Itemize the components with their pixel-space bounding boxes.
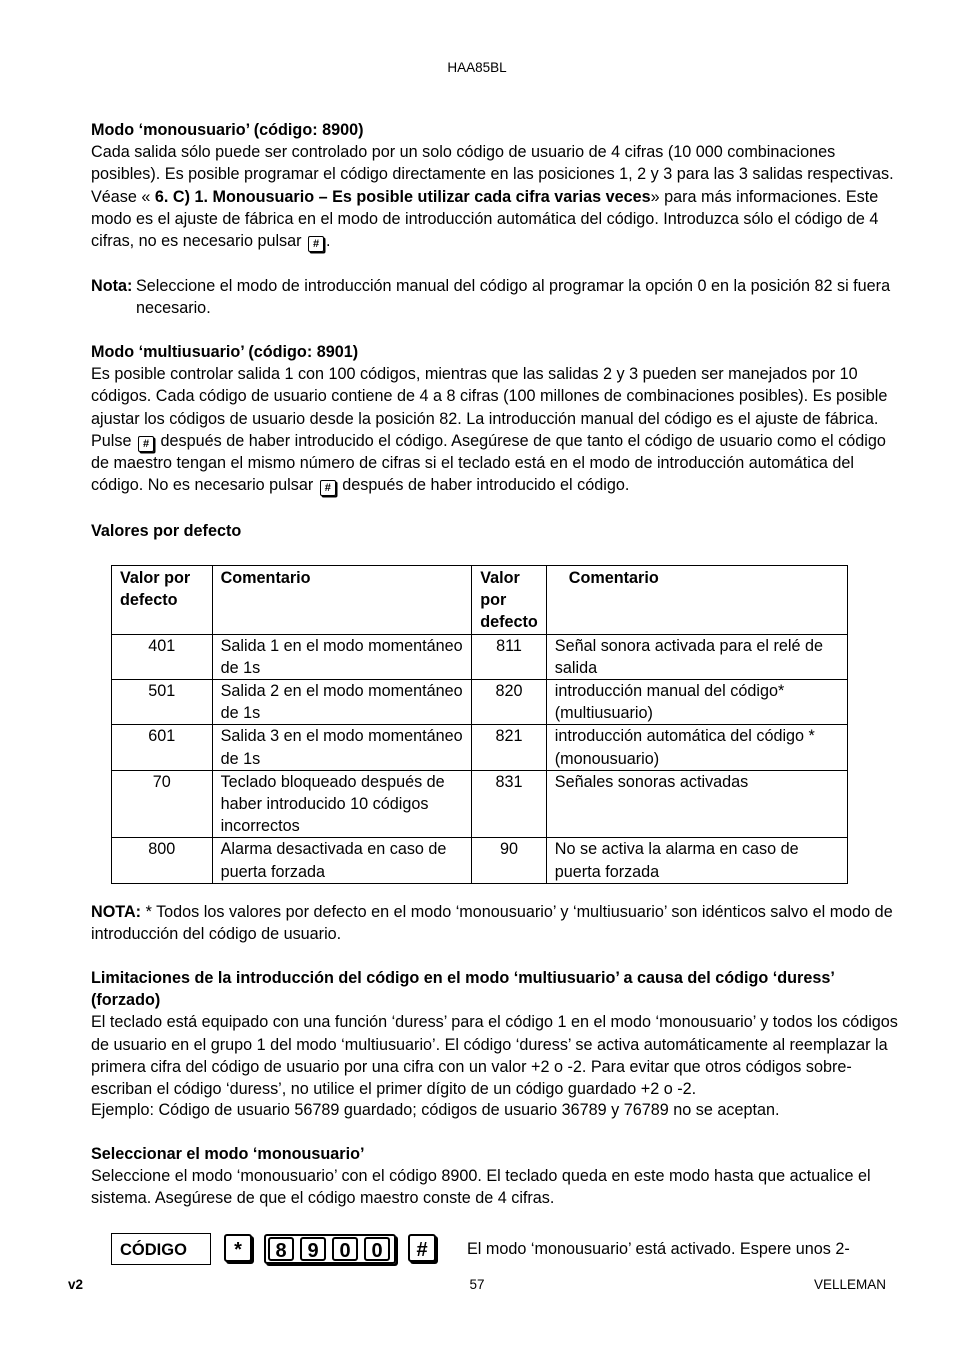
table-header-row: [112, 566, 848, 635]
section-title: Modo ‘multiusuario’ (código: 8901): [91, 343, 359, 361]
star-key-icon: *: [224, 1234, 252, 1262]
hash-key-icon: #: [308, 236, 324, 252]
section-title: Modo ‘monousuario’ (código: 8900): [91, 121, 364, 139]
value-cell: 401: [112, 634, 213, 679]
header-cell: Comentario: [212, 566, 472, 635]
digit-key: 9: [300, 1237, 326, 1261]
table-row: [112, 680, 848, 725]
section-monousuario: [91, 119, 896, 252]
note-text: * Todos los valores por defecto en el modo ‘monousuario’ y ‘multiusuario’ son idénticos salvo el modo de introducción del código de usuario.: [91, 903, 893, 944]
table-row: [112, 838, 848, 883]
hash-key-icon: #: [320, 480, 336, 496]
note-label: Nota:: [91, 277, 133, 295]
value-cell: 70: [112, 770, 213, 838]
hash-key-icon: #: [408, 1234, 436, 1262]
section-title: Seleccionar el modo ‘monousuario’: [91, 1145, 365, 1163]
section-body: Es posible controlar salida 1 con 100 códigos, mientras que las salidas 2 y 3 pueden ser manejados por 10 códigos. Cada código de usuario contiene de 4 a 8 cifras (100 millones de combinaciones posibles). Es posible ajustar los códigos de usuario desde la posición 82. La introducción manual del código es el ajuste de fábrica. Pulse # después de haber introducido el código. Asegúrese de que tanto el código de usuario como el código de maestro tengan el mismo número de cifras si el teclado está en el modo de introducción automática del código. No es necesario pulsar # después de haber introducido el código.: [91, 365, 888, 495]
section-title: Limitaciones de la introducción del código en el modo ‘multiusuario’ a causa del código ‘duress’ (forzado): [91, 969, 834, 1010]
value-cell: 501: [112, 680, 213, 725]
example-text: Ejemplo: Código de usuario 56789 guardado; códigos de usuario 36789 y 76789 no se aceptan.: [91, 1101, 780, 1119]
comment-cell: Salida 2 en el modo momentáneo de 1s: [212, 680, 472, 725]
comment-cell: introducción automática del código * (monousuario): [546, 725, 847, 770]
hash-key-icon: #: [138, 436, 154, 452]
comment-cell: Alarma desactivada en caso de puerta forzada: [212, 838, 472, 883]
value-cell: 90: [472, 838, 547, 883]
table-row: [112, 770, 848, 838]
value-cell: 601: [112, 725, 213, 770]
value-cell: 811: [472, 634, 547, 679]
section-duress: [91, 967, 901, 1100]
footer-page-number: 57: [469, 1277, 485, 1292]
digit-key: 0: [332, 1237, 358, 1261]
value-cell: 831: [472, 770, 547, 838]
defaults-table: [111, 565, 848, 884]
header-cell: Valor por defecto: [112, 566, 213, 635]
section-body: Seleccione el modo ‘monousuario’ con el código 8900. El teclado queda en este modo hasta que actualice el sistema. Asegúrese de que el código maestro conste de 4 cifras.: [91, 1167, 871, 1208]
comment-cell: No se activa la alarma en caso de puerta forzada: [546, 838, 847, 883]
section-multiusuario: [91, 341, 896, 496]
comment-cell: Salida 1 en el modo momentáneo de 1s: [212, 634, 472, 679]
footer-version: v2: [68, 1277, 84, 1292]
comment-cell: introducción manual del código* (multiusuario): [546, 680, 847, 725]
digit-key: 8: [268, 1237, 294, 1261]
page-header: HAA85BL: [447, 60, 507, 75]
code-description: El modo ‘monousuario’ está activado. Espere unos 2-: [467, 1240, 850, 1258]
note-defaults: [91, 901, 896, 945]
comment-cell: Teclado bloqueado después de haber introducido 10 códigos incorrectos: [212, 770, 472, 838]
comment-cell: Señales sonoras activadas: [546, 770, 847, 838]
table-row: [112, 725, 848, 770]
footer-brand: VELLEMAN: [813, 1277, 886, 1292]
section-body: Cada salida sólo puede ser controlado por un solo código de usuario de 4 cifras (10 000 combinaciones posibles). Es posible programar el código directamente en las posiciones 1, 2 y 3 para las 3 salidas respectivas. Véase « 6. C) 1. Monousuario – Es posible utilizar cada cifra varias veces» para más informaciones. Este modo es el ajuste de fábrica en el modo de introducción automática del código. Introduzca sólo el código de 4 cifras, no es necesario pulsar # .: [91, 143, 894, 251]
section-select-mono: [91, 1143, 896, 1210]
digit-key: 0: [364, 1237, 390, 1261]
code-label: CÓDIGO: [111, 1233, 211, 1265]
comment-cell: Salida 3 en el modo momentáneo de 1s: [212, 725, 472, 770]
note-label: NOTA:: [91, 903, 142, 921]
value-cell: 820: [472, 680, 547, 725]
header-cell: Valor por defecto: [472, 566, 547, 635]
note-manual-mode: [91, 275, 896, 319]
value-cell: 800: [112, 838, 213, 883]
code-sequence-row: [111, 1233, 911, 1267]
cross-reference: 6. C) 1. Monousuario – Es posible utilizar cada cifra varias veces: [154, 187, 651, 206]
section-body: El teclado está equipado con una función ‘duress’ para el código 1 en el modo ‘monousuario’ y todos los códigos de usuario en el grupo 1 del modo ‘multiusuario’. El código ‘duress’ se activa automáticamente al reemplazar la primera cifra del código de usuario por una cifra con un valor +2 o -2. Para evitar que otros códigos sobre-escriban el código ‘duress’, no utilice el primer dígito de un código guardado +2 o -2.: [91, 1013, 898, 1099]
defaults-title: Valores por defecto: [91, 522, 242, 540]
comment-cell: Señal sonora activada para el relé de salida: [546, 634, 847, 679]
table-row: [112, 634, 848, 679]
note-text: Seleccione el modo de introducción manual del código al programar la opción 0 en la posición 82 si fuera necesario.: [136, 277, 891, 318]
header-cell: Comentario: [546, 566, 847, 635]
value-cell: 821: [472, 725, 547, 770]
